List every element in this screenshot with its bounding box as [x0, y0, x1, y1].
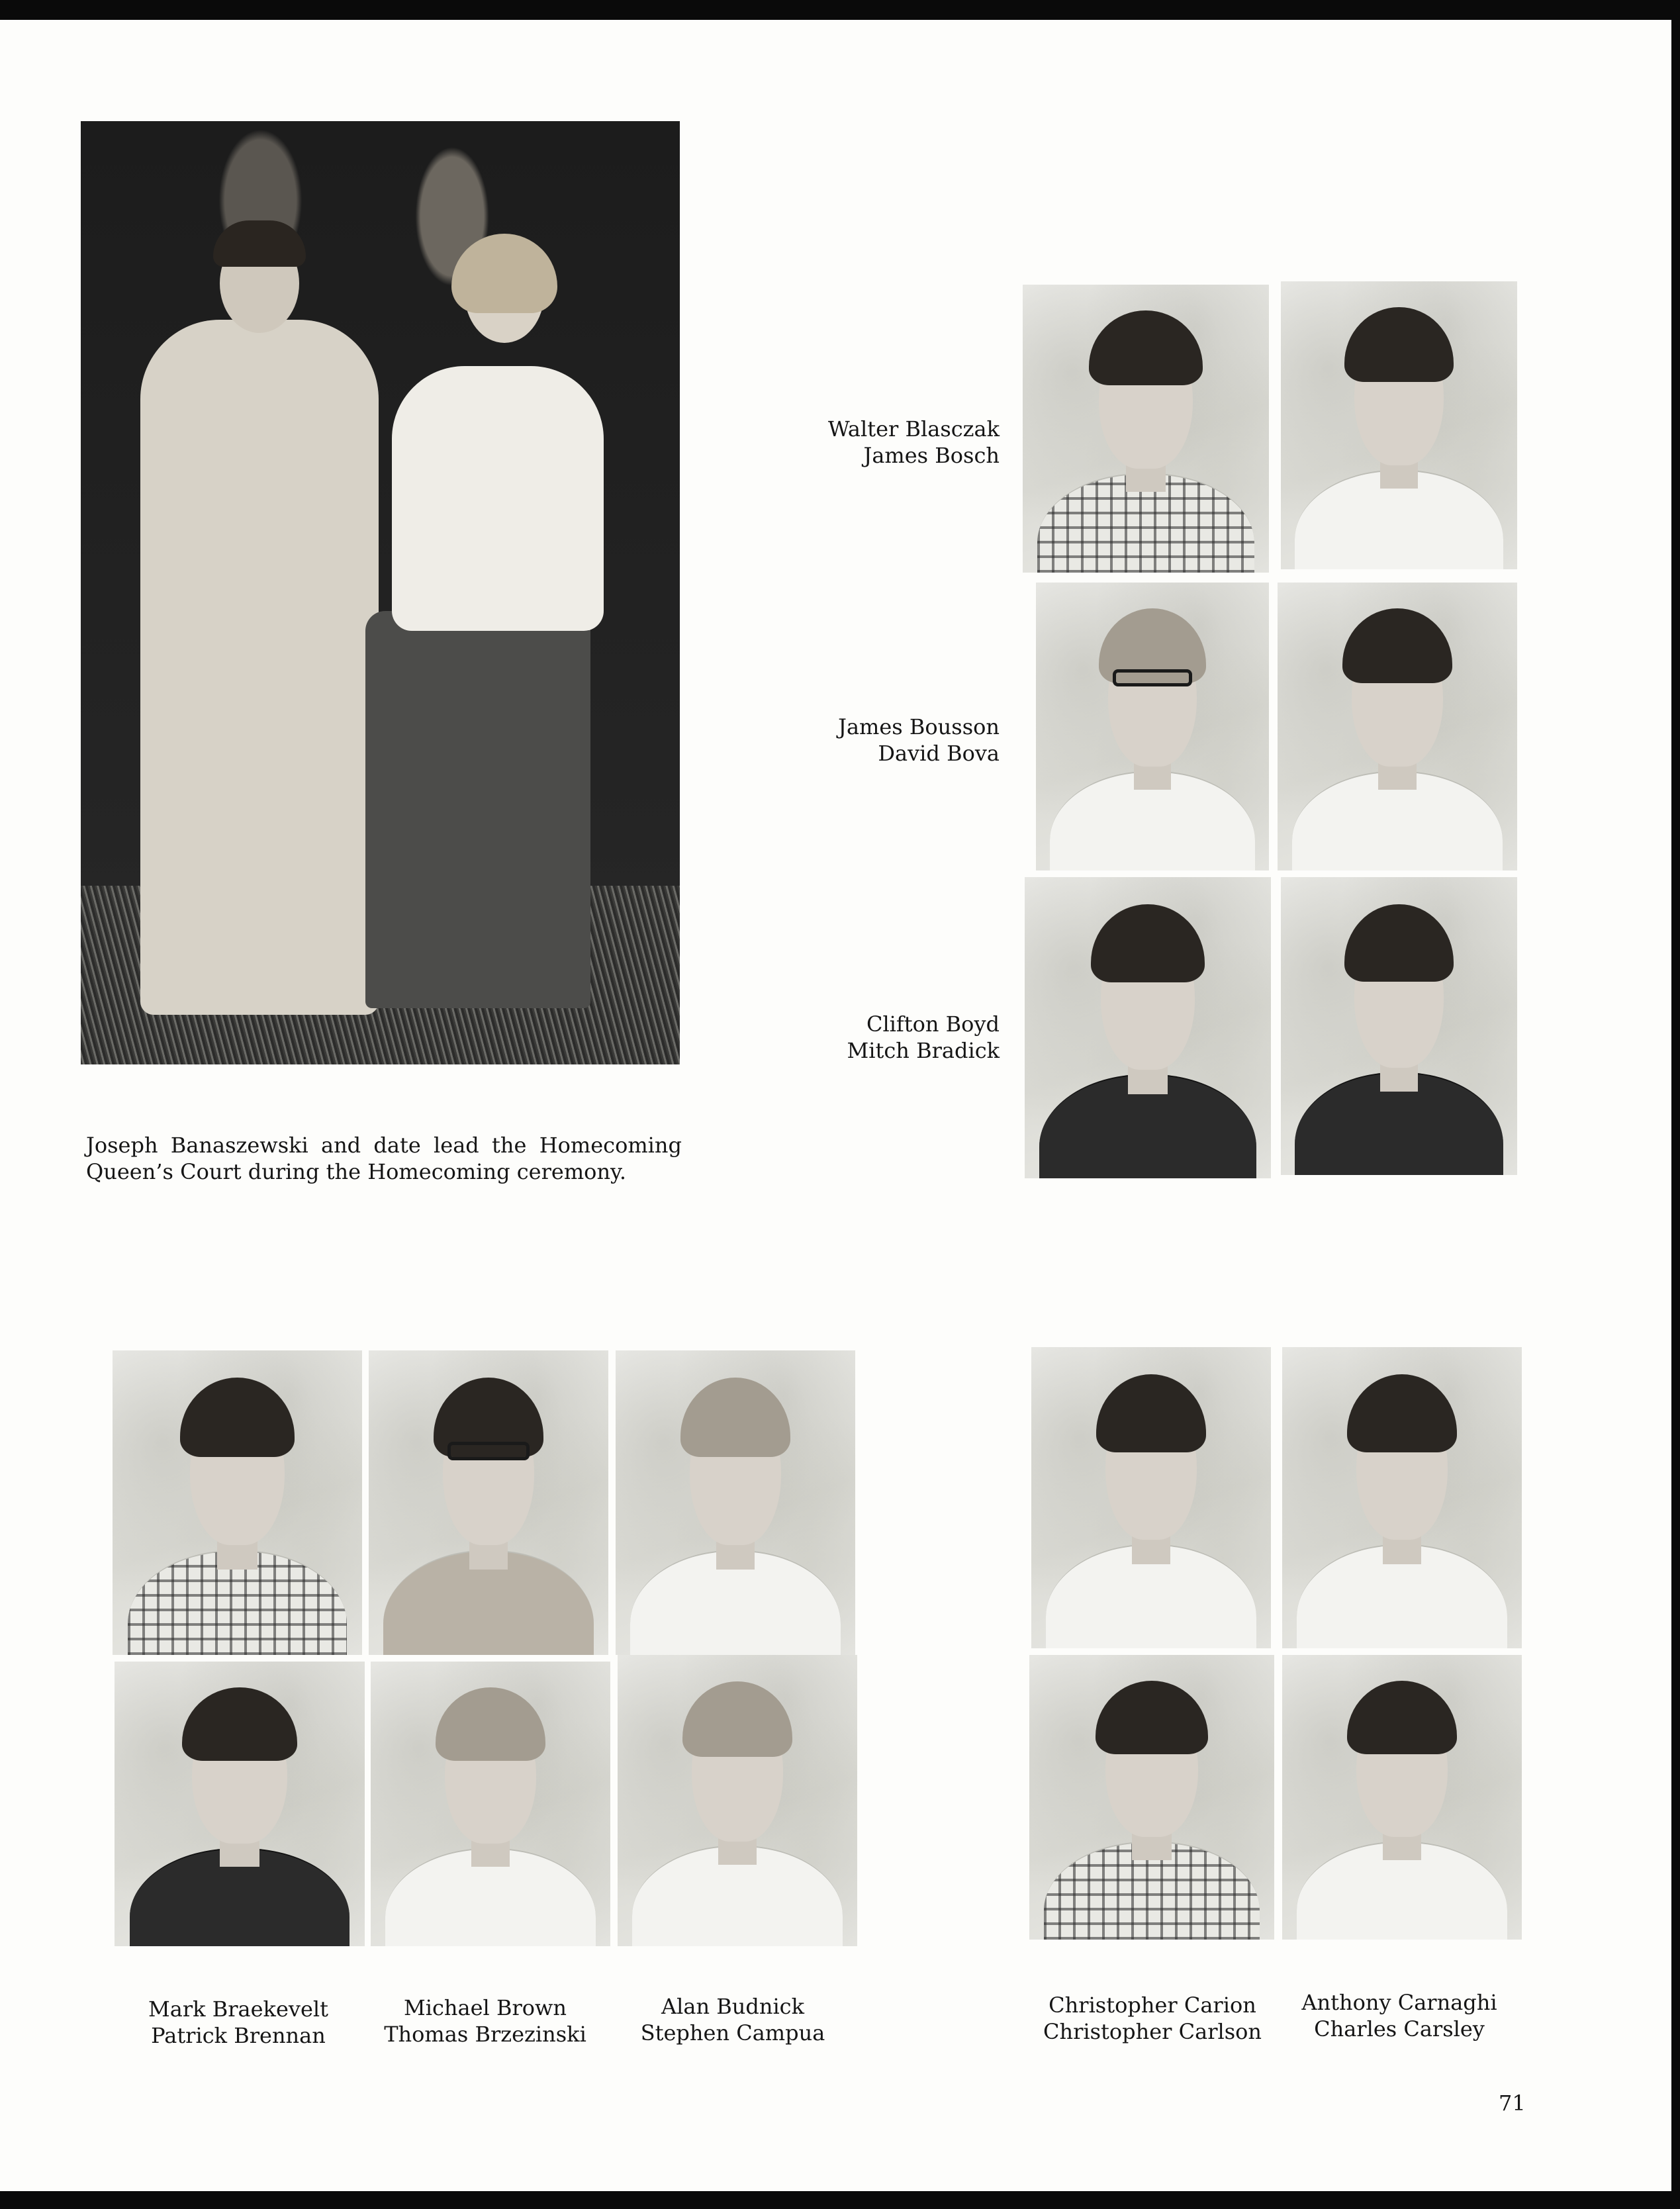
homecoming-photo	[81, 121, 680, 1064]
student-name: James Bousson	[838, 714, 1000, 739]
portrait-christopher-carlson	[1029, 1655, 1274, 1940]
portrait-charles-carsley	[1282, 1655, 1522, 1940]
names-column-1	[106, 1996, 371, 2049]
portrait-christopher-carion	[1031, 1347, 1271, 1648]
portrait-stephen-campua	[618, 1655, 857, 1946]
portrait-james-bousson	[1036, 583, 1269, 870]
portrait-alan-budnick	[616, 1350, 855, 1655]
student-name: Clifton Boyd	[866, 1011, 1000, 1037]
names-column-2	[353, 1995, 618, 2047]
student-name: Patrick Brennan	[151, 2023, 326, 2048]
names-row-3	[735, 1011, 1000, 1064]
homecoming-caption: Joseph Banaszewski and date lead the Homecoming Queen’s Court during the Homecoming ceremony.	[86, 1133, 682, 1184]
portrait-james-bosch	[1281, 281, 1517, 569]
names-column-4	[1020, 1992, 1285, 2045]
portrait-patrick-brennan	[115, 1662, 365, 1946]
escort-figure	[140, 320, 379, 1015]
student-name: Mark Braekevelt	[148, 1997, 328, 2022]
portrait-david-bova	[1278, 583, 1517, 870]
escort-hair	[213, 220, 306, 267]
date-skirt	[365, 611, 590, 1008]
names-row-1	[735, 416, 1000, 469]
portrait-mark-braekevelt	[113, 1350, 362, 1655]
portrait-mitch-bradick	[1281, 877, 1517, 1175]
student-name: Alan Budnick	[661, 1994, 804, 2019]
names-column-5	[1267, 1989, 1532, 2042]
student-name: Stephen Campua	[640, 2020, 825, 2045]
names-row-2	[735, 714, 1000, 767]
portrait-clifton-boyd	[1025, 877, 1271, 1178]
portrait-walter-blasczak	[1023, 285, 1269, 573]
yearbook-page	[0, 20, 1671, 2191]
student-name: James Bosch	[863, 443, 1000, 468]
student-name: Anthony Carnaghi	[1301, 1990, 1497, 2015]
student-name: Walter Blasczak	[827, 416, 1000, 442]
student-name: David Bova	[878, 741, 1000, 766]
names-column-3	[600, 1993, 865, 2046]
portrait-michael-brown	[369, 1350, 608, 1655]
date-top	[392, 366, 604, 631]
student-name: Charles Carsley	[1314, 2016, 1485, 2042]
student-name: Thomas Brzezinski	[384, 2022, 586, 2047]
student-name: Mitch Bradick	[847, 1038, 1000, 1063]
portrait-thomas-brzezinski	[371, 1662, 610, 1946]
student-name: Christopher Carion	[1049, 1993, 1256, 2018]
student-name: Michael Brown	[403, 1995, 567, 2020]
page-number: 71	[1499, 2091, 1526, 2116]
student-name: Christopher Carlson	[1043, 2019, 1262, 2044]
portrait-anthony-carnaghi	[1282, 1347, 1522, 1648]
